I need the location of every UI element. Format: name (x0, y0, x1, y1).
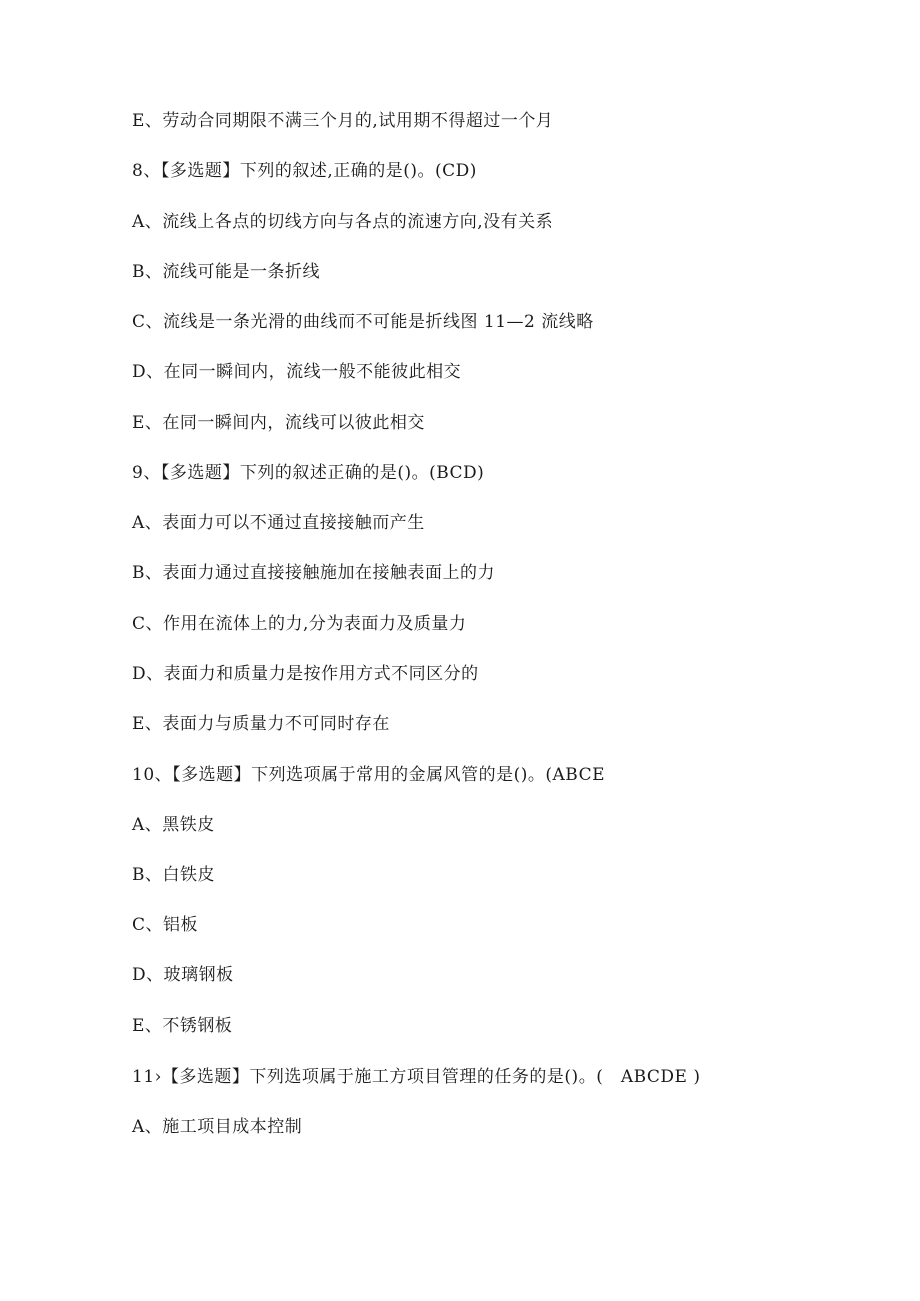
option-b-q8: B、流线可能是一条折线 (132, 262, 320, 282)
option-e-q10: E、不锈钢板 (132, 1016, 233, 1036)
option-d-q10: D、玻璃钢板 (132, 965, 234, 985)
option-a-q9: A、表面力可以不通过直接接触而产生 (132, 513, 425, 533)
option-c-q8: C、流线是一条光滑的曲线而不可能是折线图 11—2 流线略 (132, 312, 594, 332)
option-a-q10: A、黑铁皮 (132, 815, 215, 835)
option-a-q11: A、施工项目成本控制 (132, 1117, 303, 1137)
option-d-q9: D、表面力和质量力是按作用方式不同区分的 (132, 664, 479, 684)
question-10: 10、【多选题】下列选项属于常用的金属风管的是()。(ABCE (132, 765, 606, 785)
option-c-q10: C、铝板 (132, 915, 199, 935)
question-8: 8、【多选题】下列的叙述,正确的是()。(CD) (132, 161, 477, 181)
option-b-q10: B、白铁皮 (132, 865, 215, 885)
option-e-q9: E、表面力与质量力不可同时存在 (132, 714, 390, 734)
question-9: 9、【多选题】下列的叙述正确的是()。(BCD) (132, 463, 485, 483)
option-c-q9: C、作用在流体上的力,分为表面力及质量力 (132, 614, 467, 634)
option-b-q9: B、表面力通过直接接触施加在接触表面上的力 (132, 563, 495, 583)
option-e-q7: E、劳动合同期限不满三个月的,试用期不得超过一个月 (132, 111, 554, 131)
question-11: 11›【多选题】下列选项属于施工方项目管理的任务的是()。( ABCDE ) (132, 1067, 701, 1087)
option-a-q8: A、流线上各点的切线方向与各点的流速方向,没有关系 (132, 212, 554, 232)
option-e-q8: E、在同一瞬间内，流线可以彼此相交 (132, 413, 425, 433)
option-d-q8: D、在同一瞬间内，流线一般不能彼此相交 (132, 362, 462, 382)
